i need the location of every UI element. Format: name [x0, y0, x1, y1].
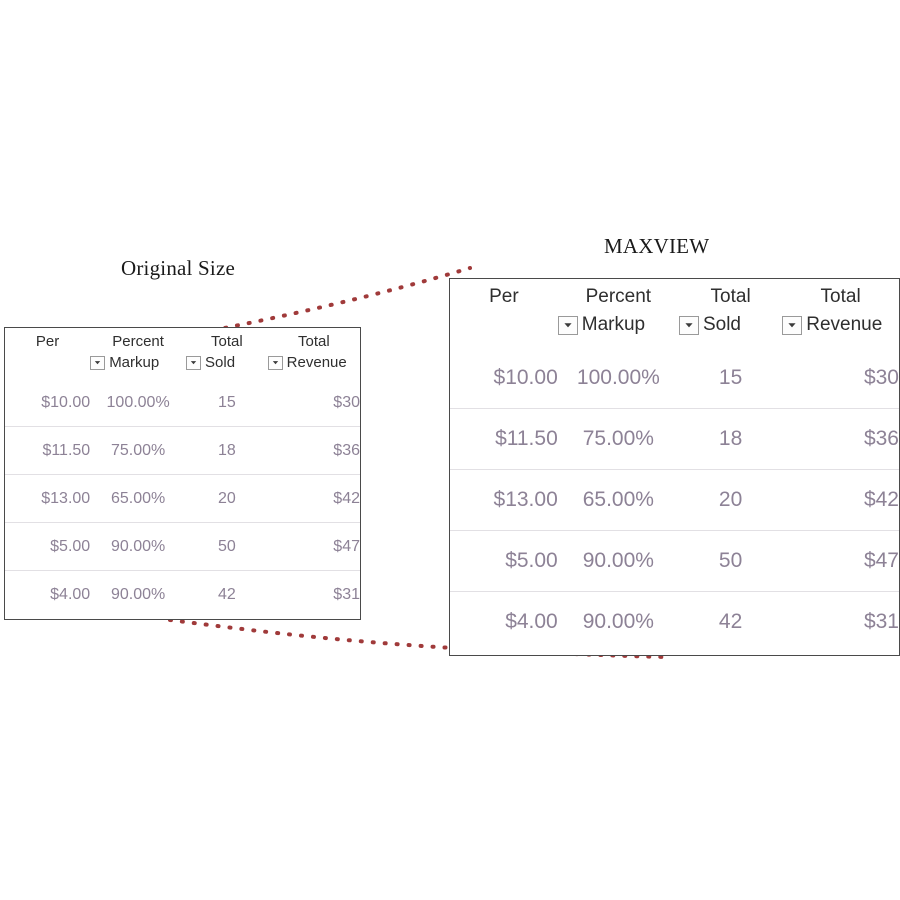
column-header-revenue-label: Revenue: [286, 354, 347, 371]
cell-per: $13.00: [450, 470, 558, 531]
column-header-sold-line2-wrap: [186, 354, 268, 371]
table-row[interactable]: [450, 348, 899, 409]
cell-markup: 100.00%: [576, 366, 660, 389]
cell-revenue: $42: [268, 475, 360, 523]
table-row[interactable]: [450, 531, 899, 592]
cell-sold: 42: [679, 592, 782, 653]
cell-per: $10.00: [493, 366, 558, 389]
column-header-percent-label: Markup: [581, 314, 646, 335]
column-header-percent-line2-wrap: [558, 314, 679, 336]
maxview-caption: MAXVIEW: [604, 234, 710, 258]
column-header-percent-markup: [90, 328, 186, 379]
cell-revenue: $30: [863, 366, 899, 389]
column-header-total-revenue: [782, 279, 899, 348]
data-table-original: [5, 328, 360, 618]
cell-per: $5.00: [450, 531, 558, 592]
cell-markup: 90.00%: [90, 523, 186, 571]
filter-dropdown-icon[interactable]: [90, 356, 105, 370]
table-header-original: [5, 328, 360, 379]
cell-per: $10.00: [41, 393, 91, 411]
column-header-percent-line1: Percent: [585, 286, 652, 307]
cell-revenue: $30: [333, 393, 360, 411]
cell-revenue: $47: [782, 531, 899, 592]
cell-sold: 50: [186, 523, 268, 571]
column-header-sold-label: Sold: [702, 314, 741, 335]
cell-sold: 20: [186, 475, 268, 523]
cell-markup: 75.00%: [90, 427, 186, 475]
column-header-per: [5, 328, 90, 379]
column-header-per: [450, 279, 558, 348]
cell-markup: 65.00%: [90, 475, 186, 523]
cell-sold: 15: [217, 393, 236, 411]
filter-dropdown-icon[interactable]: [782, 316, 802, 335]
table-row[interactable]: [5, 571, 360, 619]
cell-revenue: $47: [268, 523, 360, 571]
column-header-per-line1: Per: [35, 333, 60, 350]
column-header-sold-label: Sold: [205, 354, 236, 371]
filter-dropdown-icon[interactable]: [558, 316, 578, 335]
cell-markup: 90.00%: [558, 531, 679, 592]
cell-revenue: $31: [782, 592, 899, 653]
column-header-sold-line2-wrap: [679, 314, 782, 336]
cell-markup: 90.00%: [90, 571, 186, 619]
cell-per: $11.50: [450, 409, 558, 470]
column-header-revenue-line2-wrap: [782, 314, 899, 336]
cell-sold: 15: [718, 366, 743, 389]
maxview-table-panel: [449, 278, 900, 656]
column-header-per-line1: Per: [489, 286, 519, 307]
table-row[interactable]: [450, 470, 899, 531]
column-header-percent-line2-wrap: [90, 354, 186, 371]
cell-markup: 65.00%: [558, 470, 679, 531]
data-table-maxview: [450, 279, 899, 652]
table-row[interactable]: [450, 409, 899, 470]
column-header-sold-line1: Total: [710, 286, 751, 307]
cell-revenue: $42: [782, 470, 899, 531]
cell-per: $4.00: [5, 571, 90, 619]
filter-dropdown-icon[interactable]: [268, 356, 283, 370]
table-body-original: [5, 379, 360, 618]
table-header-row: [5, 328, 360, 379]
cell-revenue: $31: [268, 571, 360, 619]
column-header-total-revenue: [268, 328, 360, 379]
cell-per: $4.00: [450, 592, 558, 653]
column-header-total-sold: [679, 279, 782, 348]
cell-sold: 18: [679, 409, 782, 470]
column-header-revenue-label: Revenue: [806, 314, 883, 335]
cell-markup: 90.00%: [558, 592, 679, 653]
table-header-row: [450, 279, 899, 348]
cell-per: $13.00: [5, 475, 90, 523]
cell-sold: 42: [186, 571, 268, 619]
cell-sold: 50: [679, 531, 782, 592]
table-header-maxview: [450, 279, 899, 348]
cell-sold: 18: [186, 427, 268, 475]
filter-dropdown-icon[interactable]: [679, 316, 699, 335]
table-row[interactable]: [5, 475, 360, 523]
column-header-total-sold: [186, 328, 268, 379]
table-row[interactable]: [5, 523, 360, 571]
table-row[interactable]: [450, 592, 899, 653]
cell-markup: 100.00%: [106, 393, 170, 411]
column-header-percent-markup: [558, 279, 679, 348]
cell-markup: 75.00%: [558, 409, 679, 470]
cell-revenue: $36: [782, 409, 899, 470]
cell-revenue: $36: [268, 427, 360, 475]
original-size-caption: Original Size: [121, 256, 235, 280]
cell-per: $11.50: [5, 427, 90, 475]
table-row[interactable]: [5, 379, 360, 427]
table-row[interactable]: [5, 427, 360, 475]
original-size-table-panel: [4, 327, 361, 620]
cell-per: $5.00: [5, 523, 90, 571]
filter-dropdown-icon[interactable]: [186, 356, 201, 370]
column-header-sold-line1: Total: [211, 333, 243, 350]
cell-sold: 20: [679, 470, 782, 531]
column-header-percent-line1: Percent: [112, 333, 164, 350]
column-header-revenue-line1: Total: [297, 333, 330, 350]
column-header-percent-label: Markup: [109, 354, 160, 371]
table-body-maxview: [450, 348, 899, 652]
column-header-revenue-line2-wrap: [268, 354, 360, 371]
column-header-revenue-line1: Total: [820, 286, 861, 307]
